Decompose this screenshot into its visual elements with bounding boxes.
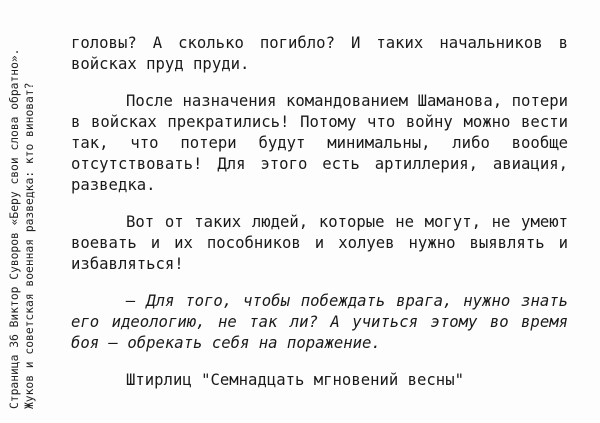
paragraph-continuation: головы? А сколько погибло? И таких начальников в войсках пруд пруди. — [71, 34, 568, 73]
text-body — [71, 33, 568, 407]
paragraph-call-to-action: Вот от таких людей, которые не могут, не умеют воевать и их пособников и холуев нужно выявлять и избавляться! — [71, 213, 568, 273]
header-line-page-title: Страница 36 Виктор Суворов «Беру свои слова обратно». — [8, 48, 21, 409]
quote-attribution: Штирлиц "Семнадцать мгновений весны" — [126, 371, 464, 389]
header-line-subtitle: Жуков и советская военная разведка: кто виноват? — [23, 82, 36, 409]
paragraph-shamanov: После назначения командованием Шаманова, потери в войсках прекратились! Потому что войну можно вести так, что потери будут минимальны, либо вообще отсутствовать! Для этого есть артиллерия, авиация, разведка. — [71, 92, 568, 194]
page-header-vertical — [7, 29, 53, 409]
epigraph-quote: — Для того, чтобы побеждать врага, нужно знать его идеологию, не так ли? А учиться этому во время боя — обрекать себя на поражение. — [71, 292, 568, 352]
